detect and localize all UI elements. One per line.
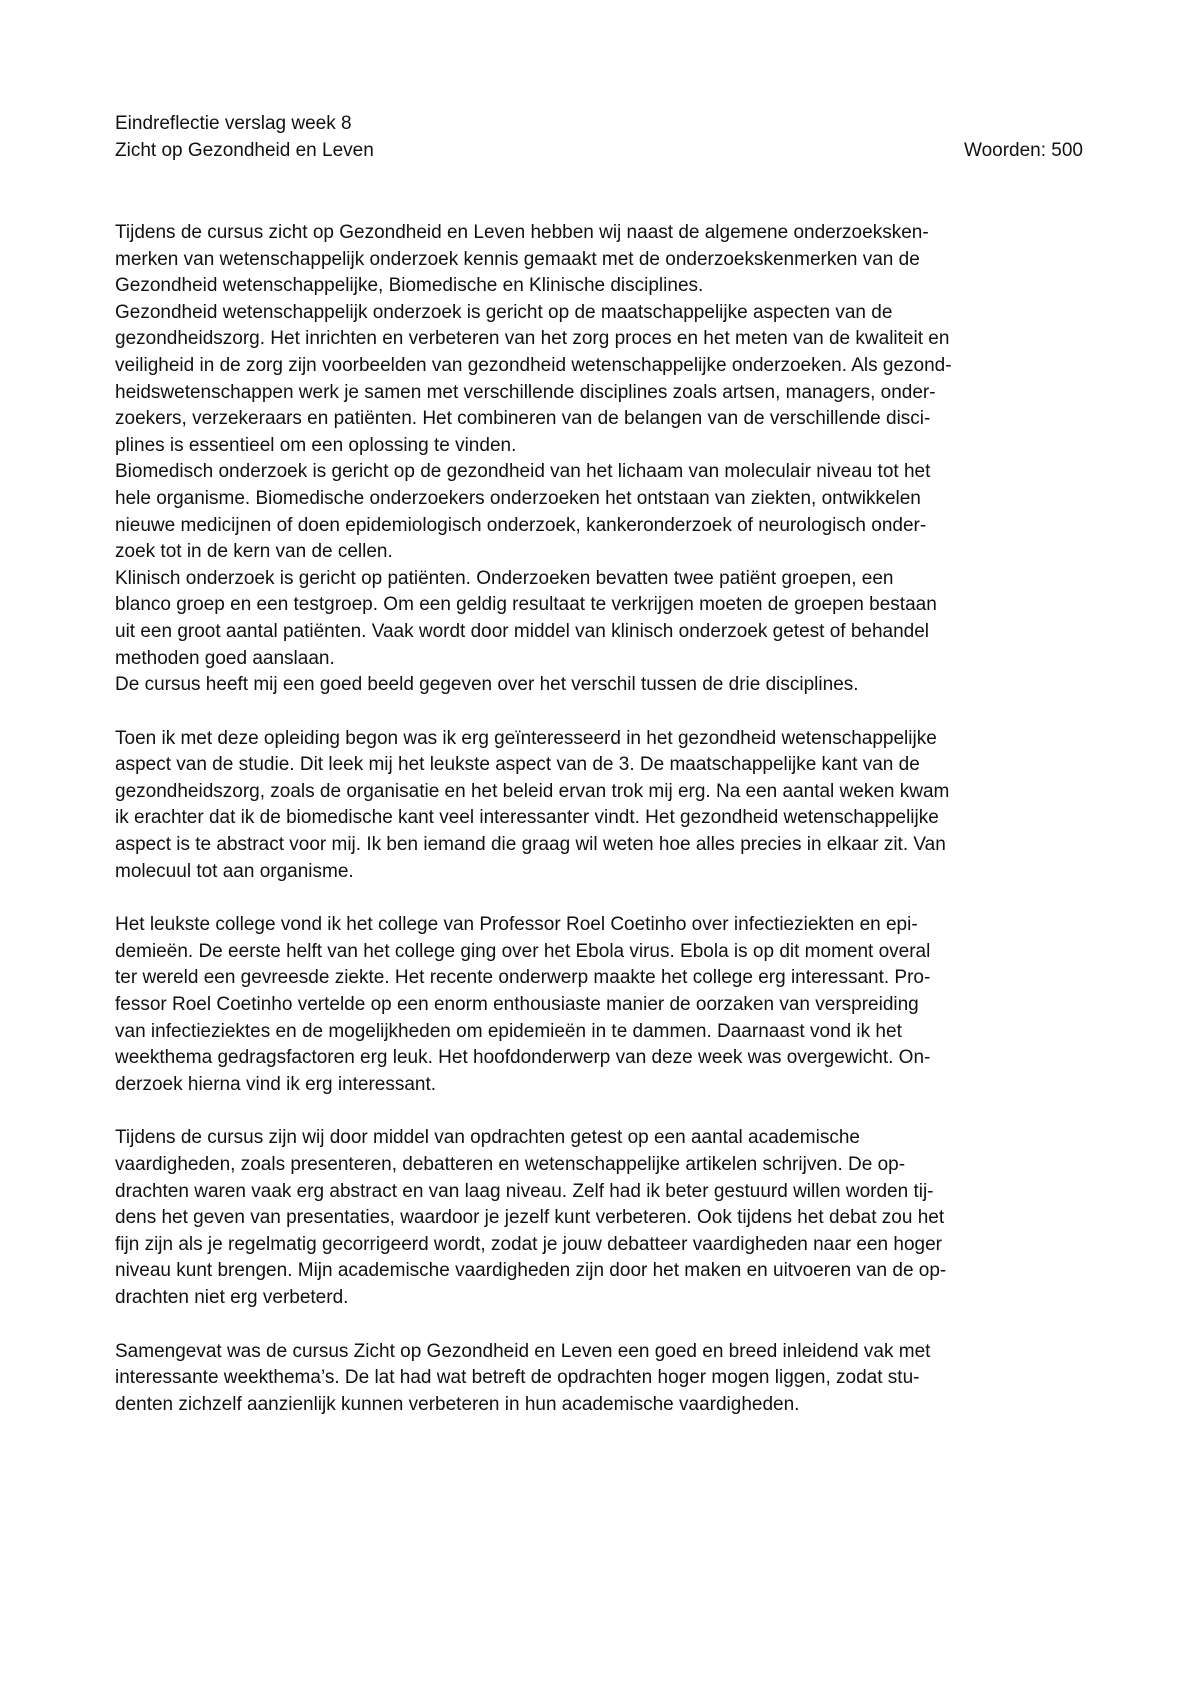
- paragraph-gap: [115, 699, 1085, 726]
- text-line: hele organisme. Biomedische onderzoekers onderzoeken het ontstaan van ziekten, ontwikkelen: [115, 487, 921, 509]
- text-line: Samengevat was de cursus Zicht op Gezondheid en Leven een goed en breed inleidend vak met: [115, 1340, 931, 1362]
- text-line: ter wereld een gevreesde ziekte. Het recente onderwerp maakte het college erg interessant. Pro-: [115, 967, 931, 989]
- paragraph: [115, 1339, 1085, 1419]
- paragraph-gap: [115, 1098, 1085, 1125]
- text-line: ik erachter dat ik de biomedische kant veel interessanter vindt. Het gezondheid wetenschappelijke: [115, 807, 939, 829]
- paragraph-gap: [115, 885, 1085, 912]
- text-line: van infectieziektes en de mogelijkheden om epidemieën in te dammen. Daarnaast vond ik het: [115, 1020, 902, 1042]
- text-line: derzoek hierna vind ik erg interessant.: [115, 1073, 437, 1095]
- text-line: demieën. De eerste helft van het college ging over het Ebola virus. Ebola is op dit moment overal: [115, 940, 931, 962]
- text-line: heidswetenschappen werk je samen met verschillende disciplines zoals artsen, managers, onder-: [115, 381, 936, 403]
- text-line: uit een groot aantal patiënten. Vaak wordt door middel van klinisch onderzoek getest of behandel: [115, 620, 930, 642]
- text-line: zoekers, verzekeraars en patiënten. Het combineren van de belangen van de verschillende disci-: [115, 408, 931, 430]
- text-line: Biomedisch onderzoek is gericht op de gezondheid van het lichaam van moleculair niveau tot het: [115, 461, 931, 483]
- text-line: Toen ik met deze opleiding begon was ik erg geïnteresseerd in het gezondheid wetenschappelijke: [115, 727, 937, 749]
- text-line: Tijdens de cursus zijn wij door middel van opdrachten getest op een aantal academische: [115, 1127, 860, 1149]
- text-line: plines is essentieel om een oplossing te vinden.: [115, 434, 517, 456]
- text-line: merken van wetenschappelijk onderzoek kennis gemaakt met de onderzoekskenmerken van de: [115, 248, 920, 270]
- text-line: aspect van de studie. Dit leek mij het leukste aspect van de 3. De maatschappelijke kant van de: [115, 754, 920, 776]
- text-line: Gezondheid wetenschappelijke, Biomedische en Klinische disciplines.: [115, 275, 704, 297]
- document-title: Eindreflectie verslag week 8: [115, 113, 352, 134]
- subtitle-line: [115, 137, 1083, 164]
- text-line: zoek tot in de kern van de cellen.: [115, 541, 393, 563]
- text-line: Tijdens de cursus zicht op Gezondheid en Leven hebben wij naast de algemene onderzoeksken-: [115, 222, 929, 243]
- document-header: [115, 110, 1083, 164]
- title-line: [115, 110, 1083, 137]
- text-line: fessor Roel Coetinho vertelde op een enorm enthousiaste manier de oorzaken van verspreiding: [115, 994, 919, 1016]
- text-line: blanco groep en een testgroep. Om een geldig resultaat te verkrijgen moeten de groepen bestaan: [115, 594, 937, 616]
- course-name: Zicht op Gezondheid en Leven: [115, 140, 374, 161]
- text-line: Gezondheid wetenschappelijk onderzoek is gericht op de maatschappelijke aspecten van de: [115, 301, 893, 323]
- text-line: gezondheidszorg. Het inrichten en verbeteren van het zorg proces en het meten van de kwaliteit en: [115, 328, 950, 350]
- word-count: Woorden: 500: [963, 140, 1083, 161]
- text-line: weekthema gedragsfactoren erg leuk. Het hoofdonderwerp van deze week was overgewicht. On-: [115, 1047, 931, 1069]
- text-line: methoden goed aanslaan.: [115, 647, 335, 669]
- text-line: veiligheid in de zorg zijn voorbeelden van gezondheid wetenschappelijke onderzoeken. Als gezond-: [115, 354, 952, 376]
- text-line: dens het geven van presentaties, waardoor je jezelf kunt verbeteren. Ook tijdens het debat zou het: [115, 1207, 945, 1229]
- paragraph: [115, 726, 1085, 886]
- text-line: interessante weekthema’s. De lat had wat betreft de opdrachten hoger mogen liggen, zodat stu-: [115, 1367, 920, 1389]
- text-line: denten zichzelf aanzienlijk kunnen verbeteren in hun academische vaardigheden.: [115, 1393, 800, 1415]
- text-line: drachten niet erg verbeterd.: [115, 1286, 349, 1308]
- text-line: niveau kunt brengen. Mijn academische vaardigheden zijn door het maken en uitvoeren van de op-: [115, 1260, 947, 1282]
- text-line: De cursus heeft mij een goed beeld gegeven over het verschil tussen de drie disciplines.: [115, 674, 859, 696]
- text-line: aspect is te abstract voor mij. Ik ben iemand die graag wil weten hoe alles precies in elkaar zit. Van: [115, 834, 946, 856]
- paragraph-gap: [115, 1312, 1085, 1339]
- paragraph: [115, 912, 1085, 1098]
- paragraph: [115, 1125, 1085, 1311]
- text-line: Klinisch onderzoek is gericht op patiënten. Onderzoeken bevatten twee patiënt groepen, een: [115, 567, 894, 589]
- text-line: drachten waren vaak erg abstract en van laag niveau. Zelf had ik beter gestuurd willen worden tij-: [115, 1180, 934, 1202]
- text-line: fijn zijn als je regelmatig gecorrigeerd wordt, zodat je jouw debatteer vaardigheden naar een hoger: [115, 1233, 943, 1255]
- paragraph: [115, 220, 1085, 699]
- text-line: gezondheidszorg, zoals de organisatie en het beleid ervan trok mij erg. Na een aantal weken kwam: [115, 780, 950, 802]
- text-line: Het leukste college vond ik het college van Professor Roel Coetinho over infectieziekten en epi-: [115, 914, 918, 936]
- document-body: [115, 220, 1085, 1418]
- text-line: nieuwe medicijnen of doen epidemiologisch onderzoek, kankeronderzoek of neurologisch onder-: [115, 514, 927, 536]
- text-line: molecuul tot aan organisme.: [115, 860, 354, 882]
- text-line: vaardigheden, zoals presenteren, debatteren en wetenschappelijke artikelen schrijven. De op-: [115, 1154, 906, 1175]
